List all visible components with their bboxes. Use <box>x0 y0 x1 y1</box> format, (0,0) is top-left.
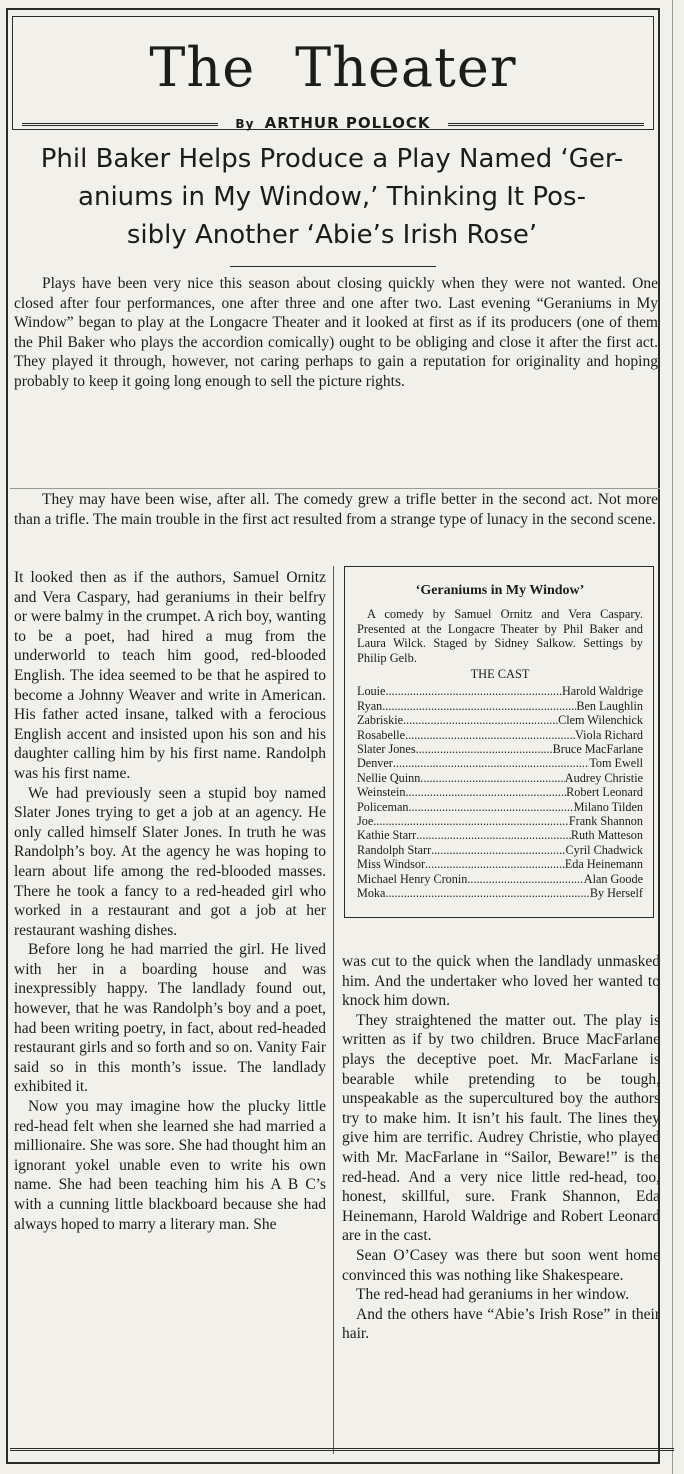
right-paragraph: Sean O’Casey was there but soon went home convinced this was nothing like Shakespeare. <box>342 1246 660 1284</box>
cast-leader-dots <box>416 742 553 756</box>
cast-leader-dots <box>382 699 576 713</box>
cast-row <box>357 785 643 799</box>
cast-actor: Bruce MacFarlane <box>552 742 643 756</box>
cast-role: Randolph Starr <box>357 842 432 857</box>
cast-row <box>357 699 643 713</box>
page-edge-rule <box>672 0 673 1474</box>
cast-role: Michael Henry Cronin <box>357 871 468 886</box>
byline-author: ARTHUR POLLOCK <box>264 114 431 132</box>
left-column <box>14 568 326 1234</box>
cast-actor: By Herself <box>589 886 643 901</box>
cast-box <box>344 566 654 918</box>
cast-row <box>357 872 643 886</box>
cast-leader-dots <box>431 843 565 857</box>
cast-row <box>357 800 643 814</box>
cast-actor: Tom Ewell <box>589 756 643 771</box>
cast-row <box>357 756 643 770</box>
cast-row <box>357 771 643 785</box>
right-paragraph: They straightened the matter out. The play is written as if by two children. Bruce MacFarlane plays the deceptive poet. Mr. MacFarlane is bearable while pretending to be tough, unspeakable as the supercultured boy the authors try to make him. It isn’t his fault. The lines they give him are terrific. Audrey Christie, who played with Mr. MacFarlane in “Sailor, Beware!” is the red-head. And a very nice little red-head, too, honest, skillful, sure. Frank Shannon, Eda Heinemann, Harold Waldrige and Robert Leonard are in the cast. <box>342 1011 660 1245</box>
cast-actor: Audrey Christie <box>564 770 643 785</box>
cast-actor: Milano Tilden <box>573 799 643 814</box>
cast-actor: Clem Wilenchick <box>558 713 643 728</box>
cast-leader-dots <box>467 872 583 886</box>
cast-role: Zabriskie <box>357 713 404 728</box>
cast-actor: Viola Richard <box>575 727 643 742</box>
headline-line-3: sibly Another ‘Abie’s Irish Rose’ <box>126 220 538 250</box>
cast-leader-dots <box>373 814 569 828</box>
left-paragraph: It looked then as if the authors, Samuel Ornitz and Vera Caspary, had geraniums in their belfry or were balmy in the crumpet. A rich boy, wanting to be a poet, had hired a mug from the underworld to teach him good, red-blooded English. The idea seemed to be that he aspired to become a Johnny Weaver and write in American. His father acted insane, talked with a ferocious English accent and insisted upon his son and his daughter calling him by his first name. Randolph was his first name. <box>14 569 326 782</box>
cast-role: Joe <box>357 814 374 829</box>
cast-role: Denver <box>357 756 393 771</box>
cast-list <box>357 684 643 900</box>
cast-actor: Harold Waldrige <box>561 684 643 699</box>
headline <box>10 140 654 254</box>
left-paragraph: Before long he had married the girl. He lived with her in a boarding house and was inexpressibly happy. The landlady found out, however, that he was Randolph’s boy and a poet, had been writing poetry, in fact, about red-headed restaurant girls and so forth and so on. Vanity Fair said so in this month’s issue. The landlady exhibited it. <box>14 941 326 1096</box>
cast-row <box>357 828 643 842</box>
cast-row <box>357 857 643 871</box>
headline-line-2: aniums in My Window,’ Thinking It Pos- <box>78 182 586 212</box>
cast-actor: Alan Goode <box>583 871 643 886</box>
cast-leader-dots <box>393 756 589 770</box>
cast-role: Louie <box>357 684 386 699</box>
cast-row <box>357 886 643 900</box>
cast-actor: Ben Laughlin <box>576 698 643 713</box>
headline-line-1: Phil Baker Helps Produce a Play Named ‘Ger- <box>40 144 624 174</box>
cast-box-title: ‘Geraniums in My Window’ <box>415 583 585 598</box>
cast-role: Miss Windsor <box>357 857 426 872</box>
cast-role: Slater Jones <box>357 742 416 756</box>
cast-leader-dots <box>403 713 558 727</box>
right-paragraph: The red-head had geraniums in her window. <box>356 1286 630 1304</box>
cast-role: Policeman <box>357 799 409 814</box>
cast-actor: Ruth Matteson <box>570 828 643 843</box>
footer-rule <box>10 1448 674 1451</box>
cast-role: Ryan <box>357 698 383 713</box>
cast-leader-dots <box>385 684 562 698</box>
column-divider <box>333 566 334 1454</box>
cast-leader-dots <box>416 828 571 842</box>
cast-leader-dots <box>408 800 573 814</box>
cast-actor: Eda Heinemann <box>564 857 643 872</box>
byline-by: By <box>235 117 255 131</box>
cast-role: Rosabelle <box>357 727 406 742</box>
right-paragraph: And the others have “Abie’s Irish Rose” in their hair. <box>342 1305 660 1343</box>
cast-row <box>357 728 643 742</box>
cast-row <box>357 684 643 698</box>
cast-leader-dots <box>405 785 566 799</box>
left-paragraph: Now you may imagine how the plucky little red-head felt when she learned she had married a millionaire. She was sore. She had thought him an ignorant yokel unable even to write his own name. She had been teaching him his A B C’s with a cunning little blackboard because she had always hoped to marry a literary man. She <box>14 1098 326 1233</box>
second-paragraph: They may have been wise, after all. The comedy grew a trifle better in the second act. Not more than a trifle. The main trouble in the first act resulted from a strange type of lunacy in the second scene. <box>14 491 658 528</box>
left-paragraph: We had previously seen a stupid boy named Slater Jones trying to get a job at an agency. He only called himself Slater Jones. In truth he was Randolph’s boy. At the agency he was hoping to learn about life among the red-blooded masses. There he took a fancy to a red-headed girl who worked in a restaurant and got a job at her restaurant washing dishes. <box>14 784 326 939</box>
cast-leader-dots <box>425 857 565 871</box>
cast-leader-dots <box>385 886 589 900</box>
masthead-word-2: Theater <box>295 36 517 99</box>
cast-row <box>357 843 643 857</box>
paragraph-divider <box>10 488 660 489</box>
byline-row <box>14 112 652 136</box>
cast-row <box>357 814 643 828</box>
masthead-word-1: The <box>149 36 256 99</box>
headline-rule <box>230 266 436 267</box>
right-column <box>342 952 660 1344</box>
byline-rule-right <box>448 123 644 126</box>
cast-box-description: A comedy by Samuel Ornitz and Vera Caspary. Presented at the Longacre Theater by Phil Baker and Laura Wilck. Staged by Sidney Salkow. Settings by Philip Gelb. <box>357 607 643 665</box>
right-paragraph: was cut to the quick when the landlady unmasked him. And the undertaker who loved her wanted to knock him down. <box>342 953 660 1010</box>
cast-role: Kathie Starr <box>357 828 417 843</box>
lead-paragraph: Plays have been very nice this season about closing quickly when they were not wanted. One closed after four performances, one after three and one after two. Last evening “Geraniums in My Window” began to play at the Longacre Theater and it looked at first as if its producers (one of them the Phil Baker who plays the accordion comically) ought to be obliging and close it after the first act. They played it through, however, not caring perhaps to gain a reputation for originality and hoping probably to keep it going long enough to sell the picture rights. <box>14 275 658 390</box>
cast-row <box>357 742 643 756</box>
cast-actor: Frank Shannon <box>568 814 643 829</box>
cast-row <box>357 713 643 727</box>
masthead-title <box>14 36 652 100</box>
cast-leader-dots <box>405 728 575 742</box>
cast-role: Moka <box>357 886 386 901</box>
cast-role: Nellie Quinn <box>357 770 421 785</box>
cast-actor: Robert Leonard <box>566 785 643 800</box>
cast-leader-dots <box>420 771 565 785</box>
cast-actor: Cyril Chadwick <box>565 842 643 857</box>
cast-role: Weinstein <box>357 785 406 800</box>
cast-heading: THE CAST <box>470 667 530 682</box>
